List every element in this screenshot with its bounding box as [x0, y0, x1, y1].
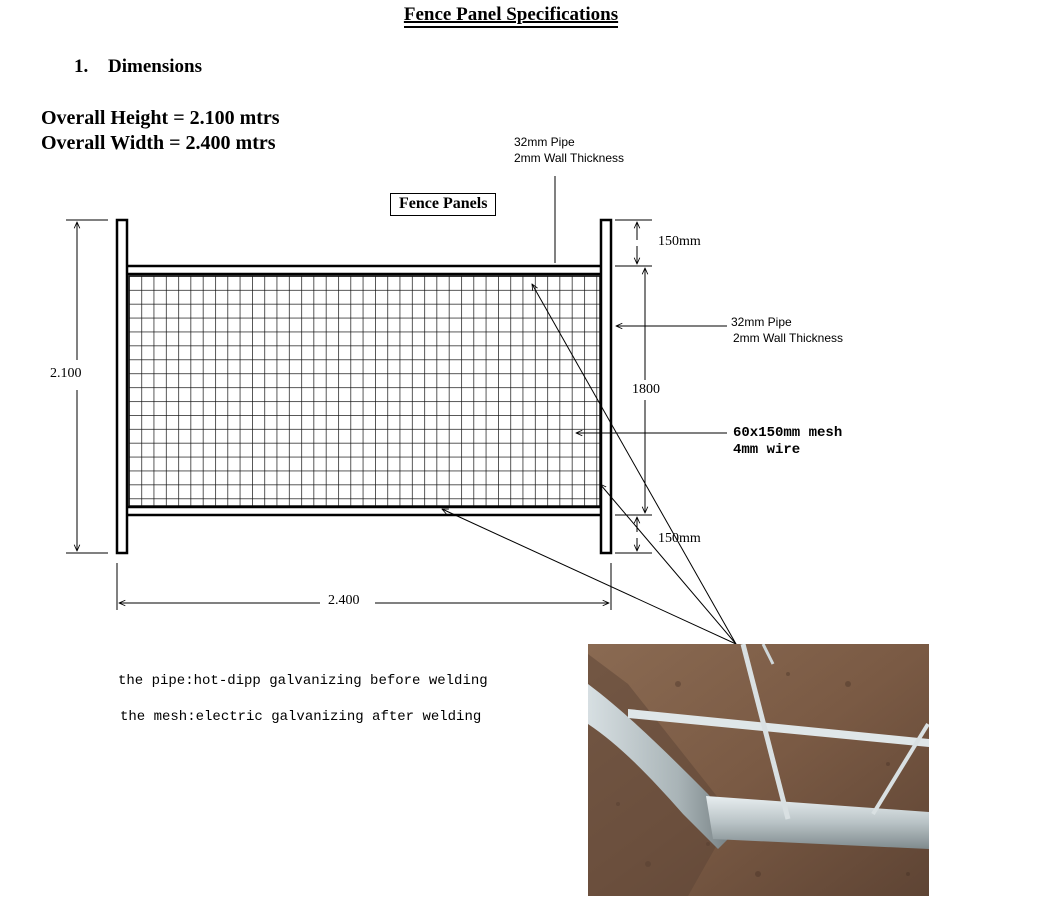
side-pipe-size: 32mm Pipe	[731, 315, 792, 329]
mesh-grid	[129, 276, 600, 506]
bottom-rail	[128, 507, 601, 515]
overall-height: Overall Height = 2.100 mtrs	[41, 107, 280, 129]
overall-height-dimension	[66, 220, 108, 553]
note-pipe: the pipe:hot-dipp galvanizing before welding	[118, 673, 488, 689]
side-pipe-label	[731, 314, 843, 346]
mesh-wire: 4mm wire	[733, 442, 801, 458]
mesh-size: 60x150mm mesh	[733, 425, 843, 441]
top-pipe-size: 32mm Pipe	[514, 135, 575, 149]
section-label: Dimensions	[108, 56, 202, 77]
overall-height-dimension-label: 2.100	[50, 366, 82, 381]
section-number: 1.	[74, 56, 89, 77]
welded-joint-photo	[588, 644, 929, 896]
top-gap-dimension: 150mm	[658, 234, 701, 249]
side-pipe-wall: 2mm Wall Thickness	[733, 331, 844, 345]
overall-width-dimension-label: 2.400	[328, 593, 360, 608]
mesh-height-dimension: 1800	[632, 382, 660, 397]
page-title-text: Fence Panel Specifications	[404, 4, 618, 28]
top-pipe-label	[514, 134, 624, 166]
note-mesh: the mesh:electric galvanizing after welding	[120, 709, 482, 725]
mesh-label	[733, 425, 842, 459]
top-rail	[128, 266, 601, 274]
bottom-gap-dimension: 150mm	[658, 531, 701, 546]
overall-width-dimension	[117, 563, 611, 610]
left-post	[117, 220, 127, 553]
fence-panels-label: Fence Panels	[390, 193, 496, 216]
overall-width: Overall Width = 2.400 mtrs	[41, 132, 276, 154]
top-pipe-wall: 2mm Wall Thickness	[514, 151, 625, 165]
right-post	[601, 220, 611, 553]
